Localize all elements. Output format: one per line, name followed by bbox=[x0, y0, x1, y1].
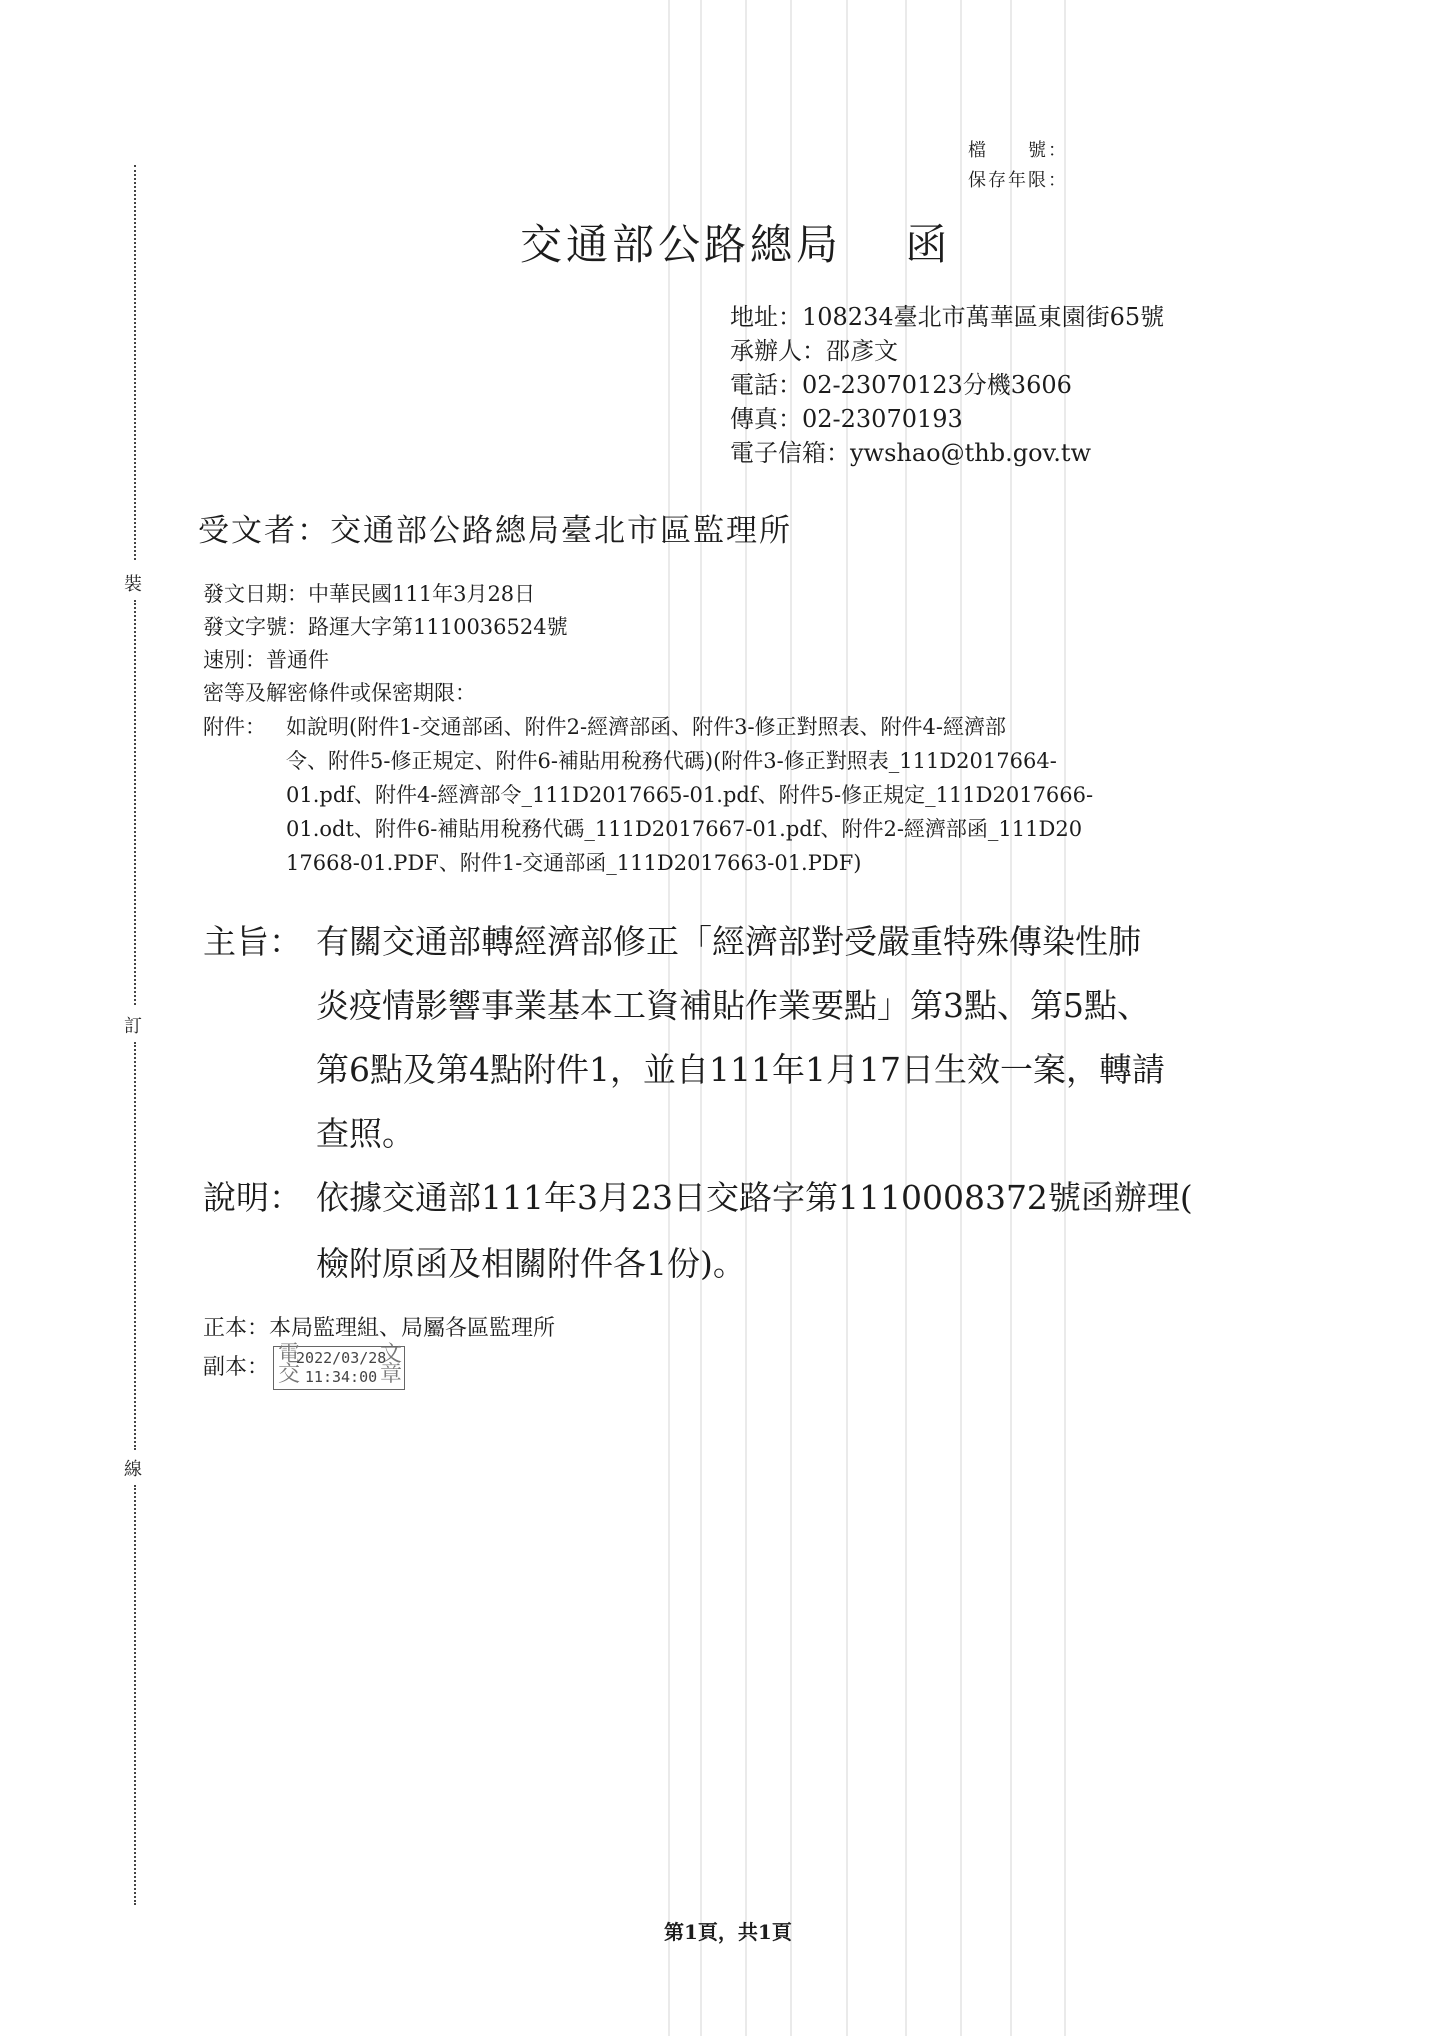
description-text bbox=[316, 1165, 1346, 1297]
copy-recipients bbox=[203, 1342, 555, 1390]
stamp-seal-char: 電 bbox=[278, 1342, 301, 1367]
binding-dotted-line bbox=[134, 165, 136, 560]
binding-mark-zhuang: 裝 bbox=[124, 574, 142, 595]
copy-label: 副本： bbox=[203, 1355, 270, 1380]
secrecy-level: 密等及解密條件或保密期限： bbox=[203, 681, 476, 705]
stamp-date: 2022/03/28 bbox=[296, 1349, 387, 1367]
binding-mark-ding: 訂 bbox=[124, 1016, 142, 1037]
electronic-seal-stamp bbox=[273, 1342, 405, 1390]
description-line: 依據交通部111年3月23日交路字第1110008372號函辦理( bbox=[316, 1178, 1193, 1217]
contact-phone: 電話：02-23070123分機3606 bbox=[730, 371, 1072, 399]
stamp-timestamp bbox=[296, 1349, 386, 1387]
attachments-line: 如說明(附件1-交通部函、附件2-經濟部函、附件3-修正對照表、附件4-經濟部 bbox=[286, 715, 1007, 739]
attachments-line: 17668-01.PDF、附件1-交通部函_111D2017663-01.PDF) bbox=[286, 851, 862, 875]
dispatch-speed: 速別：普通件 bbox=[203, 648, 329, 672]
attachments-line: 01.pdf、附件4-經濟部令_111D2017665-01.pdf、附件5-修正規定_111D2017666- bbox=[286, 783, 1094, 807]
binding-dotted-line bbox=[134, 1485, 136, 1905]
subject-line: 有關交通部轉經濟部修正「經濟部對受嚴重特殊傳染性肺 bbox=[316, 922, 1141, 961]
subject-text bbox=[316, 910, 1346, 1166]
dispatch-date: 發文日期：中華民國111年3月28日 bbox=[203, 582, 536, 606]
contact-fax: 傳真：02-23070193 bbox=[730, 405, 963, 433]
contact-block bbox=[730, 300, 1164, 470]
subject-line: 炎疫情影響事業基本工資補貼作業要點」第3點、第5點、 bbox=[316, 986, 1150, 1025]
recipient-line: 受文者：交通部公路總局臺北市區監理所 bbox=[198, 513, 792, 549]
binding-dotted-line bbox=[134, 600, 136, 1005]
attachments-text bbox=[286, 710, 1286, 880]
dispatch-doc-number: 發文字號：路運大字第1110036524號 bbox=[203, 615, 568, 639]
subject-label: 主旨： bbox=[203, 922, 302, 961]
subject-line: 第6點及第4點附件1，並自111年1月17日生效一案，轉請 bbox=[316, 1050, 1165, 1089]
page-number: 第1頁，共1頁 bbox=[664, 1920, 792, 1944]
contact-email: 電子信箱：ywshao@thb.gov.tw bbox=[730, 439, 1092, 467]
description-label: 說明： bbox=[203, 1178, 302, 1217]
contact-address: 地址：108234臺北市萬華區東園街65號 bbox=[730, 303, 1165, 331]
retention-period-label: 保存年限： bbox=[968, 170, 1068, 191]
document-title: 交通部公路總局 函 bbox=[520, 220, 952, 269]
file-number-label: 檔 號： bbox=[968, 140, 1068, 161]
subject-line: 查照。 bbox=[316, 1114, 415, 1153]
dispatch-meta bbox=[203, 578, 568, 710]
description-line: 檢附原函及相關附件各1份)。 bbox=[316, 1244, 746, 1283]
contact-handler: 承辦人：邵彥文 bbox=[730, 337, 898, 365]
stamp-time: 11:34:00 bbox=[304, 1368, 378, 1386]
file-meta bbox=[968, 136, 1068, 196]
copies-block bbox=[203, 1312, 555, 1390]
stamp-seal-char: 章 bbox=[380, 1362, 403, 1387]
binding-dotted-line bbox=[134, 1042, 136, 1450]
attachments-label: 附件： bbox=[203, 715, 266, 739]
stamp-seal-char: 交 bbox=[278, 1362, 301, 1387]
attachments-line: 令、附件5-修正規定、附件6-補貼用稅務代碼)(附件3-修正對照表_111D2017664- bbox=[286, 749, 1057, 773]
binding-mark-xian: 線 bbox=[124, 1459, 142, 1480]
stamp-seal-char: 文 bbox=[380, 1342, 403, 1367]
original-recipients: 正本：本局監理組、局屬各區監理所 bbox=[203, 1316, 556, 1341]
attachments-line: 01.odt、附件6-補貼用稅務代碼_111D2017667-01.pdf、附件2-經濟部函_111D20 bbox=[286, 817, 1083, 841]
